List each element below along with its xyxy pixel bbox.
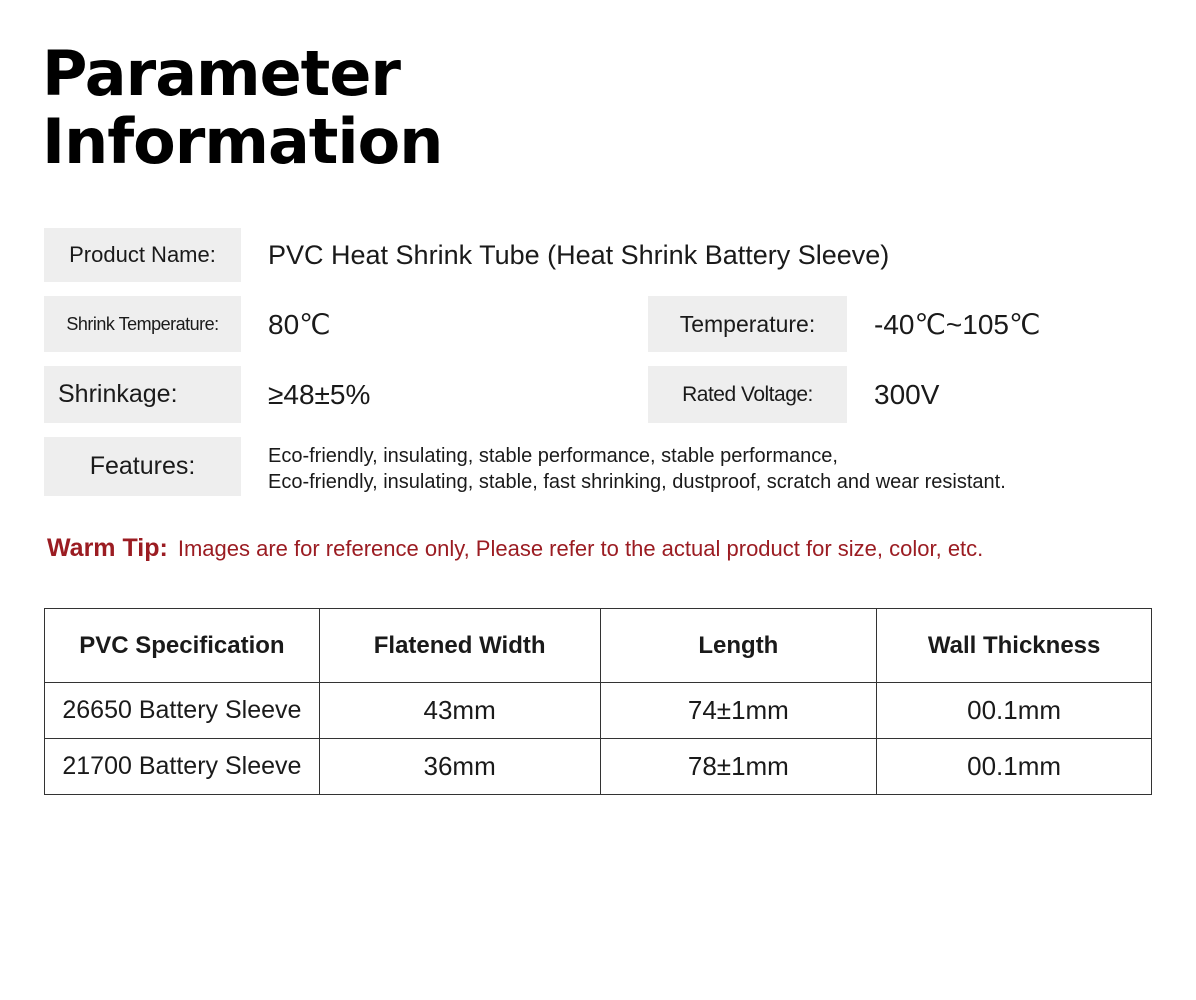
table-row: [45, 683, 1152, 739]
features-label: Features:: [44, 437, 241, 496]
page-title-line2: Information: [42, 105, 443, 178]
cell-thickness: 00.1mm: [877, 739, 1152, 795]
spec-table: [44, 608, 1152, 795]
page-title: [42, 37, 443, 178]
cell-thickness: 00.1mm: [877, 683, 1152, 739]
features-line-2: Eco-friendly, insulating, stable, fast shrinking, dustproof, scratch and wear resistant.: [268, 471, 1006, 493]
header-length: Length: [600, 609, 877, 683]
product-name-label: Product Name:: [44, 228, 241, 282]
cell-spec: 21700 Battery Sleeve: [45, 739, 320, 795]
product-name-value: PVC Heat Shrink Tube (Heat Shrink Battery Sleeve): [268, 239, 890, 270]
page-title-line1: Parameter: [42, 37, 400, 110]
features-value: [268, 443, 1006, 495]
rated-voltage-value: 300V: [874, 378, 940, 410]
header-wall-thickness: Wall Thickness: [877, 609, 1152, 683]
header-pvc-specification: PVC Specification: [45, 609, 320, 683]
cell-spec: 26650 Battery Sleeve: [45, 683, 320, 739]
cell-width: 36mm: [319, 739, 600, 795]
warm-tip: [47, 534, 983, 563]
temperature-label: Temperature:: [648, 296, 847, 352]
features-line-1: Eco-friendly, insulating, stable performance, stable performance,: [268, 445, 838, 467]
table-row: [45, 739, 1152, 795]
rated-voltage-label: Rated Voltage:: [648, 366, 847, 423]
cell-length: 78±1mm: [600, 739, 877, 795]
cell-length: 74±1mm: [600, 683, 877, 739]
header-flatened-width: Flatened Width: [319, 609, 600, 683]
temperature-value: -40℃~105℃: [874, 308, 1041, 340]
warm-tip-text: Images are for reference only, Please refer to the actual product for size, color, etc.: [177, 536, 984, 561]
shrinkage-label: Shrinkage:: [44, 366, 241, 423]
shrinkage-value: ≥48±5%: [268, 378, 371, 410]
shrink-temperature-value: 80℃: [268, 308, 331, 340]
warm-tip-label: Warm Tip:: [47, 534, 168, 562]
cell-width: 43mm: [319, 683, 600, 739]
table-header-row: [45, 609, 1152, 683]
shrink-temperature-label: Shrink Temperature:: [44, 296, 241, 352]
